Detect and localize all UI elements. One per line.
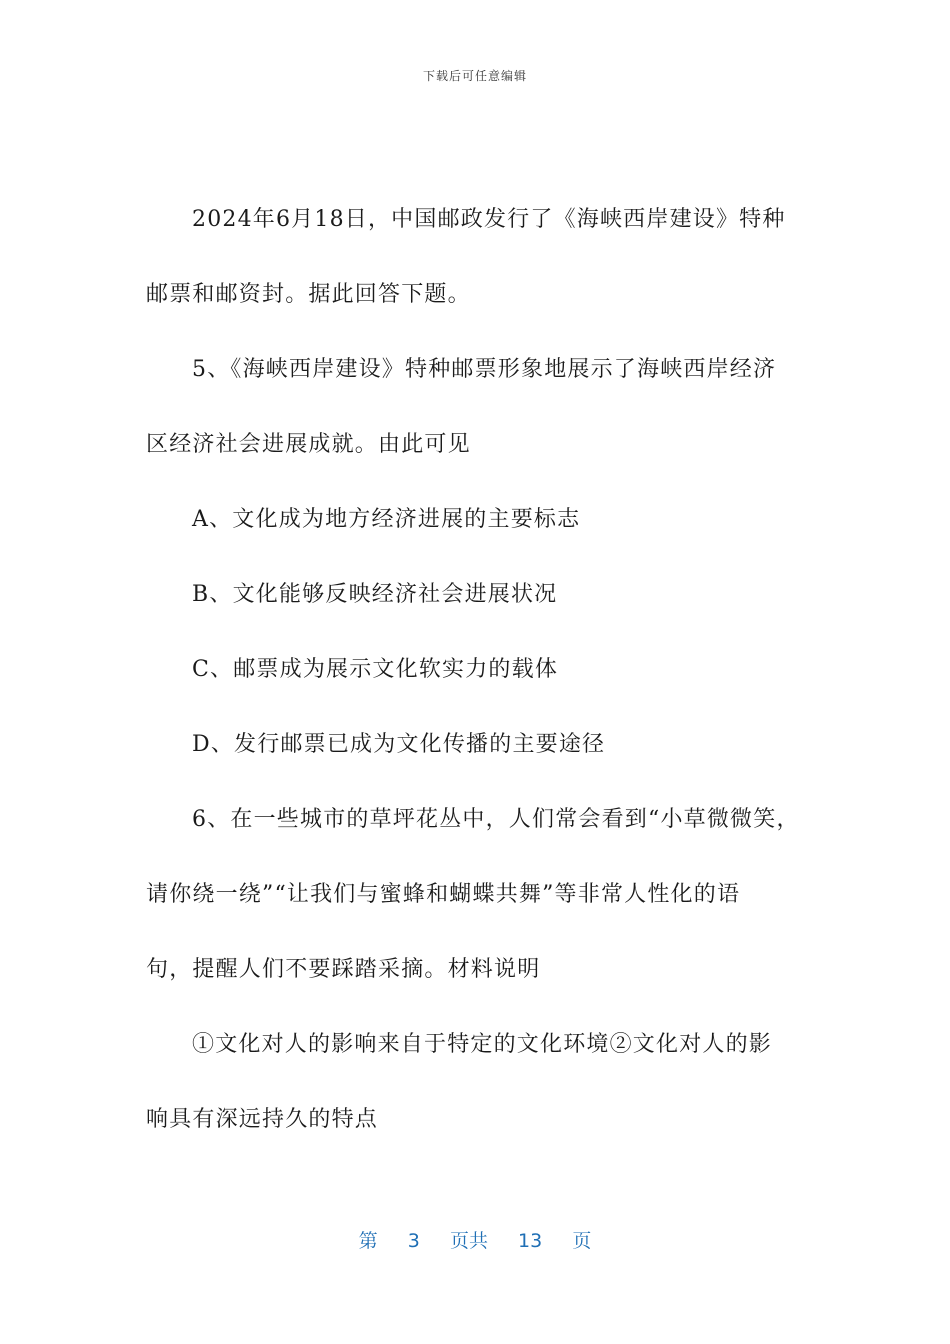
question-6-stem-line-2: 请你绕一绕”“让我们与蜜蜂和蝴蝶共舞”等非常人性化的语	[146, 882, 741, 907]
intro-line-1: 2024年6月18日，中国邮政发行了《海峡西岸建设》特种	[192, 207, 786, 232]
question-5-stem-line-1: 5、《海峡西岸建设》特种邮票形象地展示了海峡西岸经济	[192, 357, 777, 382]
question-6-statement-line-1: ①文化对人的影响来自于特定的文化环境②文化对人的影	[192, 1032, 773, 1057]
question-5-option-d: D、发行邮票已成为文化传播的主要途径	[192, 732, 606, 757]
current-page-number: 3	[407, 1230, 420, 1252]
question-6-stem-line-3: 句，提醒人们不要踩踏采摘。材料说明	[146, 957, 541, 982]
footer-middle: 页共	[449, 1230, 488, 1252]
page-footer	[0, 1226, 950, 1253]
footer-prefix: 第	[358, 1230, 378, 1252]
question-6-stem-line-1: 6、在一些城市的草坪花丛中，人们常会看到“小草微微笑，	[192, 807, 800, 832]
question-5-option-a: A、文化成为地方经济进展的主要标志	[192, 507, 581, 532]
question-5-stem-line-2: 区经济社会进展成就。由此可见	[146, 432, 471, 457]
page-header: 下载后可任意编辑	[422, 69, 527, 83]
total-page-count: 13	[518, 1230, 543, 1252]
question-5-option-b: B、文化能够反映经济社会进展状况	[192, 582, 558, 607]
footer-suffix: 页	[572, 1230, 592, 1252]
intro-line-2: 邮票和邮资封。据此回答下题。	[146, 282, 471, 307]
question-6-statement-line-2: 响具有深远持久的特点	[146, 1107, 379, 1132]
question-5-option-c: C、邮票成为展示文化软实力的载体	[192, 657, 559, 682]
